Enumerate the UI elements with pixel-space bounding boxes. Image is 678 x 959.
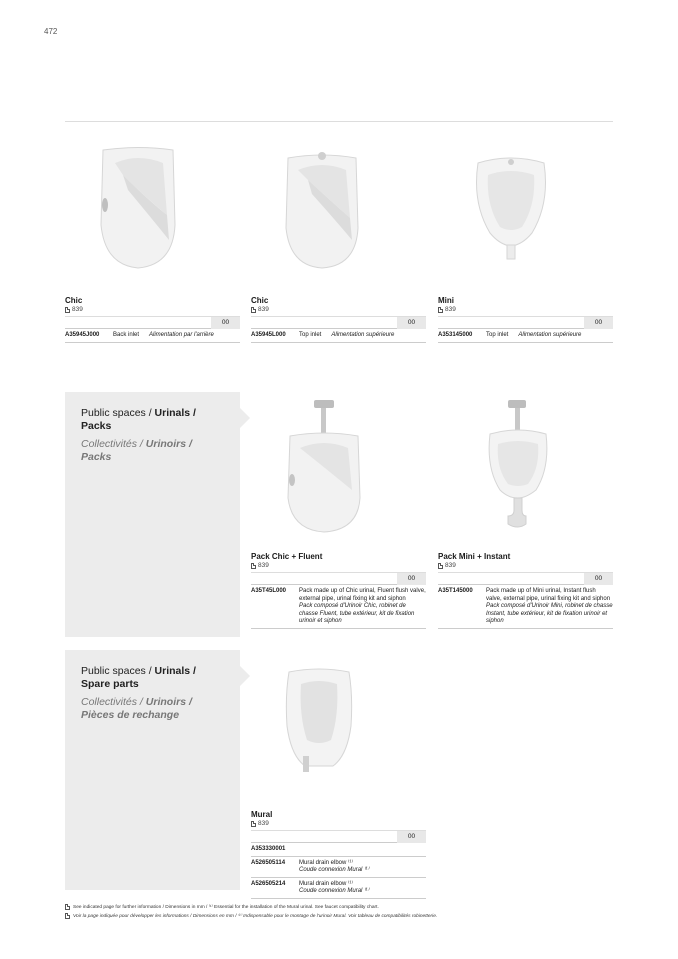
table-row [251,878,426,899]
page-number: 472 [44,27,58,36]
product-code: A35T145000 [438,588,473,594]
description-en: Pack made up of Mini urinal, Instant flush valve, external pipe, urinal fixing kit and siphon [486,588,611,602]
product-code: A526505214 [251,880,286,887]
finish-bar [251,572,426,585]
page-icon [65,913,70,919]
finish-code: 00 [397,573,426,585]
description-fr: Alimentation par l'arrière [149,332,214,338]
product-photo-mini [472,153,550,261]
page-reference: 839 [65,306,240,313]
description-en: Pack made up of Chic urinal, Fluent flush valve, external pipe, urinal fixing kit and siphon [299,588,426,602]
product-code: A35T45L000 [251,588,287,594]
product-name: Pack Chic + Fluent [251,552,323,561]
description-en: Mural drain elbow ⁽¹⁾ [299,859,353,866]
finish-bar [251,316,426,329]
page-reference: 839 [438,562,613,569]
section-title-fr: Collectivités / Urinoirs / Packs [81,438,192,463]
product-photo-pack-chic-fluent [284,398,364,533]
finish-bar [438,316,613,329]
description-fr: Pack composé d'Urinoir Mini, robinet de chasse Instant, tube extérieur, kit de fixation urinoir et siphon [486,603,613,624]
product-card-chic-back [65,296,240,343]
product-code: A35945L000 [251,332,286,338]
page-icon [251,563,256,569]
page-reference: 839 [438,306,613,313]
table-row [251,329,426,343]
product-name: Chic [251,296,269,305]
finish-code: 00 [584,317,613,329]
page-reference: 839 [251,562,426,569]
product-photo-mural [283,666,355,778]
description-fr: Coude connexion Mural ⁽¹⁾ [299,867,369,873]
product-code: A353145000 [438,332,473,338]
section-title-fr: Collectivités / Urinoirs / Pièces de rechange [81,696,192,721]
finish-code: 00 [397,831,426,843]
page-icon [65,904,70,910]
description-fr: Alimentation supérieure [518,332,582,338]
product-name: Mural [251,810,273,819]
finish-bar [251,830,426,843]
section-title-en: Public spaces / Urinals / Packs [81,407,196,432]
page-icon [251,307,256,313]
product-name: Chic [65,296,83,305]
page-icon [251,821,256,827]
description-en: Mural drain elbow ⁽¹⁾ [299,880,353,887]
description-fr: Pack composé d'Urinoir Chic, robinet de chasse Fluent, tube extérieur, kit de fixation urinoir et siphon [299,603,415,624]
product-photo-chic-top-inlet [282,150,362,270]
product-photo-pack-mini-instant [486,398,551,533]
finish-code: 00 [211,317,240,329]
page-reference: 839 [251,306,426,313]
section-header-spare-parts [65,650,240,890]
footnote-fr: Voir la page indiquée pour développer les informations / Dimensions en mm / ⁽¹⁾ Indispensable pour le montage de l'urinoir Mural. Voir tableau de compatibilités robinetterie. [65,913,437,919]
page-icon [65,307,70,313]
product-card-mini [438,296,613,343]
table-row [438,585,613,629]
description-en: Back inlet [113,332,140,338]
product-code: A353330001 [251,846,286,852]
product-card-pack-mini-instant [438,552,613,629]
description-en: Top inlet [486,332,509,338]
product-code: A526505114 [251,859,286,866]
table-row [65,329,240,343]
description-fr: Coude connexion Mural ⁽¹⁾ [299,888,369,894]
footnote-en: See indicated page for further information / Dimensions in mm / ⁽¹⁾ Essential for the installation of the Mural urinal. See faucet compatibility chart. [65,904,379,910]
table-row [251,585,426,629]
table-row [251,843,426,857]
product-photo-chic-back-inlet [93,145,183,270]
finish-code: 00 [397,317,426,329]
finish-bar [438,572,613,585]
table-row [438,329,613,343]
product-name: Mini [438,296,454,305]
section-title-en: Public spaces / Urinals / Spare parts [81,665,196,690]
top-divider [65,121,613,122]
product-name: Pack Mini + Instant [438,552,511,561]
product-code: A35945J000 [65,332,100,338]
product-card-pack-chic-fluent [251,552,426,629]
description-en: Top inlet [299,332,322,338]
finish-bar [65,316,240,329]
page-icon [438,307,443,313]
product-card-chic-top [251,296,426,343]
page-icon [438,563,443,569]
page-reference: 839 [251,820,426,827]
section-header-packs [65,392,240,637]
product-card-mural [251,810,426,899]
description-fr: Alimentation supérieure [331,332,395,338]
finish-code: 00 [584,573,613,585]
table-row [251,857,426,878]
